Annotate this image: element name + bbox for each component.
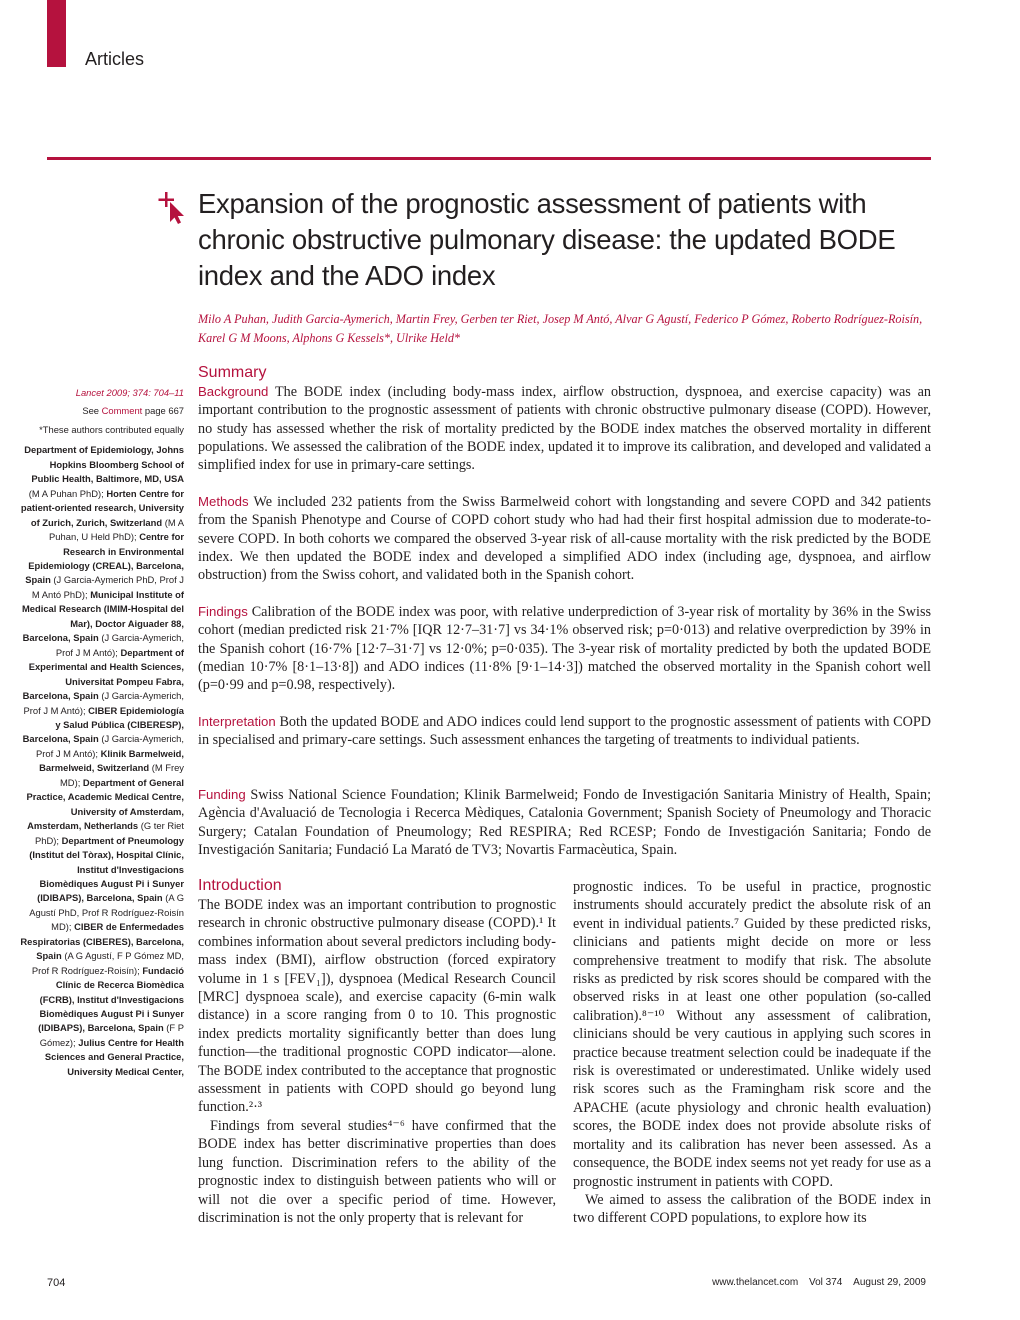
section-label: Articles — [85, 49, 145, 69]
volume: Vol 374 — [809, 1277, 843, 1288]
abstract-label: Methods — [198, 494, 249, 509]
comment-link[interactable]: Comment — [101, 405, 143, 417]
page-number: 704 — [47, 1277, 66, 1289]
abstract-label: Background — [198, 384, 269, 399]
abstract-methods: Methods We included 232 patients from the Swiss Barmelweid cohort with longstanding and severe COPD and 342 patients from the Spanish Phenotype and Course of COPD cohort study who had had their first hospital admission due to moderate-to-severe COPD. In both cohorts we compared the observed 3-year risk of all-cause mortality with the risk predicted by the BODE index. We then updated the BODE index and developed a simplified ADO index (including age, dyspnoea, and airflow obstruction) from the Swiss cohort, and validated both in the Spanish cohort. — [198, 494, 932, 584]
abstract-interpretation: Interpretation Both the updated BODE and ADO indices could lend support to the prognostic assessment of patients with COPD in specialised and primary-care settings. Such assessment enhances the targeting of treatments to individual patients. — [198, 714, 932, 749]
body-paragraph: We aimed to assess the calibration of the BODE index in two different COPD populations, to explore how its — [573, 1191, 931, 1227]
crossmark-icon[interactable] — [158, 192, 186, 224]
issue-date: August 29, 2009 — [853, 1277, 926, 1288]
abstract-background: Background The BODE index (including body-mass index, airflow obstruction, dyspnoea, and exercise capacity) was an important contribution to the prognostic assessment of patients with chronic obstructive pulmonary disease (COPD). However, no study has assessed whether the risk of mortality predicted by the BODE index matches the observed mortality in different populations. We assessed the calibration of the BODE index, updated it to improve its calibration, and developed and validated a simplified index for use in primary-care settings. — [198, 384, 932, 474]
abstract-label: Findings — [198, 604, 248, 619]
header-rule — [47, 157, 931, 160]
citation: Lancet 2009; 374: 704–11 — [75, 387, 184, 398]
see-comment: See Comment page 667 — [82, 405, 184, 417]
body-column-left — [198, 896, 556, 1227]
introduction-heading: Introduction — [198, 877, 282, 894]
abstract-label: Interpretation — [198, 714, 276, 729]
summary-heading: Summary — [198, 364, 267, 381]
abstract-funding: Funding Swiss National Science Foundation; Klinik Barmelweid; Fondo de Investigación Sanitaria Ministry of Health, Spain; Agència d'Avaluació de Tecnologia i Recerca Mèdiques, Catalonia Government; Spanish Society of Pneumology and Thoracic Surgery; Catalan Foundation of Pneumology; Red RESPIRA; Red RCESP; Fondo de Investigación Sanitaria; Fondo de Investigación Sanitaria; Fundació La Marató de TV3; Novartis Farmacèutica, Spain. — [198, 787, 932, 858]
journal-website[interactable]: www.thelancet.com — [712, 1277, 799, 1288]
body-paragraph: Findings from several studies⁴⁻⁶ have confirmed that the BODE index has better discriminative properties than does lung function. Discrimination refers to the ability of the prognostic index to distinguish between patients who will or will not die over a specific period of time. However, discrimination is not the only property that is relevant for — [198, 1117, 556, 1226]
abstract-label: Funding — [198, 787, 246, 802]
body-paragraph: prognostic indices. To be useful in practice, prognostic instruments should accurately predict the absolute risk of an event in individual patients.⁷ Guided by these predicted risks, clinicians and patients might decide on more or less comprehensive treatment to modify that risk. The absolute risks as predicted by risk scores should be compared with the observed risks in at least one other population (so-called calibration).⁸⁻¹⁰ Without any assessment of calibration, clinicians should be very cautious in applying such scores in practice because treatment selection could be inadequate if the risk is overestimated or underestimated. Unlike widely used risk scores such as the Framingham risk score and the APACHE (acute physiology and chronic health evaluation) scores, the BODE index does not provide absolute risks of mortality and its calibration has never been assessed. As a consequence, the BODE index seems not yet ready for use as a prognostic instrument in patients with COPD. — [573, 879, 931, 1190]
abstract-findings: Findings Calibration of the BODE index was poor, with relative underprediction of 3-year risk of mortality by 36% in the Swiss cohort (median predicted risk 21·7% [IQR 12·7–31·7] vs 34·1% observed risk; p=0·013) and relative overprediction by 39% in the Spanish cohort (16·7% [12·7–31·7] vs 12·0%; p=0·035). The 3-year risk of mortality predicted by both the updated BODE (median 10·7% [8·1–13·8]) and ADO indices (11·8% [9·1–14·3]) matched the observed mortality in the Spanish cohort well (p=0·99 and p=0.98, respectively). — [198, 604, 931, 694]
sidebar — [20, 386, 184, 1079]
body-paragraph: The BODE index was an important contribution to prognostic research in chronic obstructive pulmonary disease (COPD).¹ It combines information about several predictors including body-mass index (BMI), airflow obstruction (forced expiratory volume in 1 s [FEV₁]), dyspnoea (Medical Research Council [MRC] dyspnoea scale), and exercise capacity (6-min walk distance) in a score ranging from 0 to 10. This prognostic index predicts mortality significantly better than does lung function—the traditional prognostic COPD indicator—alone. The BODE index contributed to the acceptance that prognostic assessment in patients with COPD should go beyond lung function.²·³ — [198, 897, 556, 1116]
affiliations: Department of Epidemiology, Johns Hopkins Bloomberg School of Public Health, Baltimore, MD, USA (M A Puhan PhD); Horten Centre for patient-oriented research, University of Zurich, Zurich, Switzerland (M A Puhan, U Held PhD); Centre for Research in Environmental Epidemiology (CREAL), Barcelona, Spain (J Garcia-Aymerich PhD, Prof J M Antó PhD); Municipal Institute of Medical Research (IMIM-Hospital del Mar), Doctor Aiguader 88, Barcelona, Spain (J Garcia-Aymerich, Prof J M Antó); Department of Experimental and Health Sciences, Universitat Pompeu Fabra, Barcelona, Spain (J Garcia-Aymerich, Prof J M Antó); CIBER Epidemiología y Salud Pública (CIBERESP), Barcelona, Spain (J Garcia-Aymerich, Prof J M Antó); Klinik Barmelweid, Barmelweid, Switzerland (M Frey MD); Department of General Practice, Academic Medical Centre, University of Amsterdam, Amsterdam, Netherlands (G ter Riet PhD); Department of Pneumology (Institut del Tòrax), Hospital Clínic, Institut d'Investigacions Biomèdiques August Pi i Sunyer (IDIBAPS), Barcelona, Spain (A G Agustí PhD, Prof R Rodríguez-Roisín MD); CIBER de Enfermedades Respiratorias (CIBERES), Barcelona, Spain (A G Agustí, F P Gómez MD, Prof R Rodríguez-Roisín); Fundació Clínic de Recerca Biomèdica (FCRB), Institut d'Investigacions Biomèdiques August Pi i Sunyer (IDIBAPS), Barcelona, Spain (F P Gómez); Julius Centre for Health Sciences and General Practice, University Medical Center, — [20, 444, 184, 1077]
author-list: Milo A Puhan, Judith Garcia-Aymerich, Martin Frey, Gerben ter Riet, Josep M Antó, Alvar G Agustí, Federico P Gómez, Roberto Rodríguez-Roisín, Karel G M Moons, Alphons G Kessels*, Ulrike Held* — [198, 312, 923, 345]
body-column-right — [573, 878, 931, 1228]
equal-contribution-note: *These authors contributed equally — [39, 423, 184, 435]
article-title: Expansion of the prognostic assessment of patients with chronic obstructive pulmonary disease: the updated BODE index and the ADO index — [198, 188, 896, 291]
section-color-bar — [47, 0, 66, 67]
footer-info — [712, 1277, 926, 1288]
